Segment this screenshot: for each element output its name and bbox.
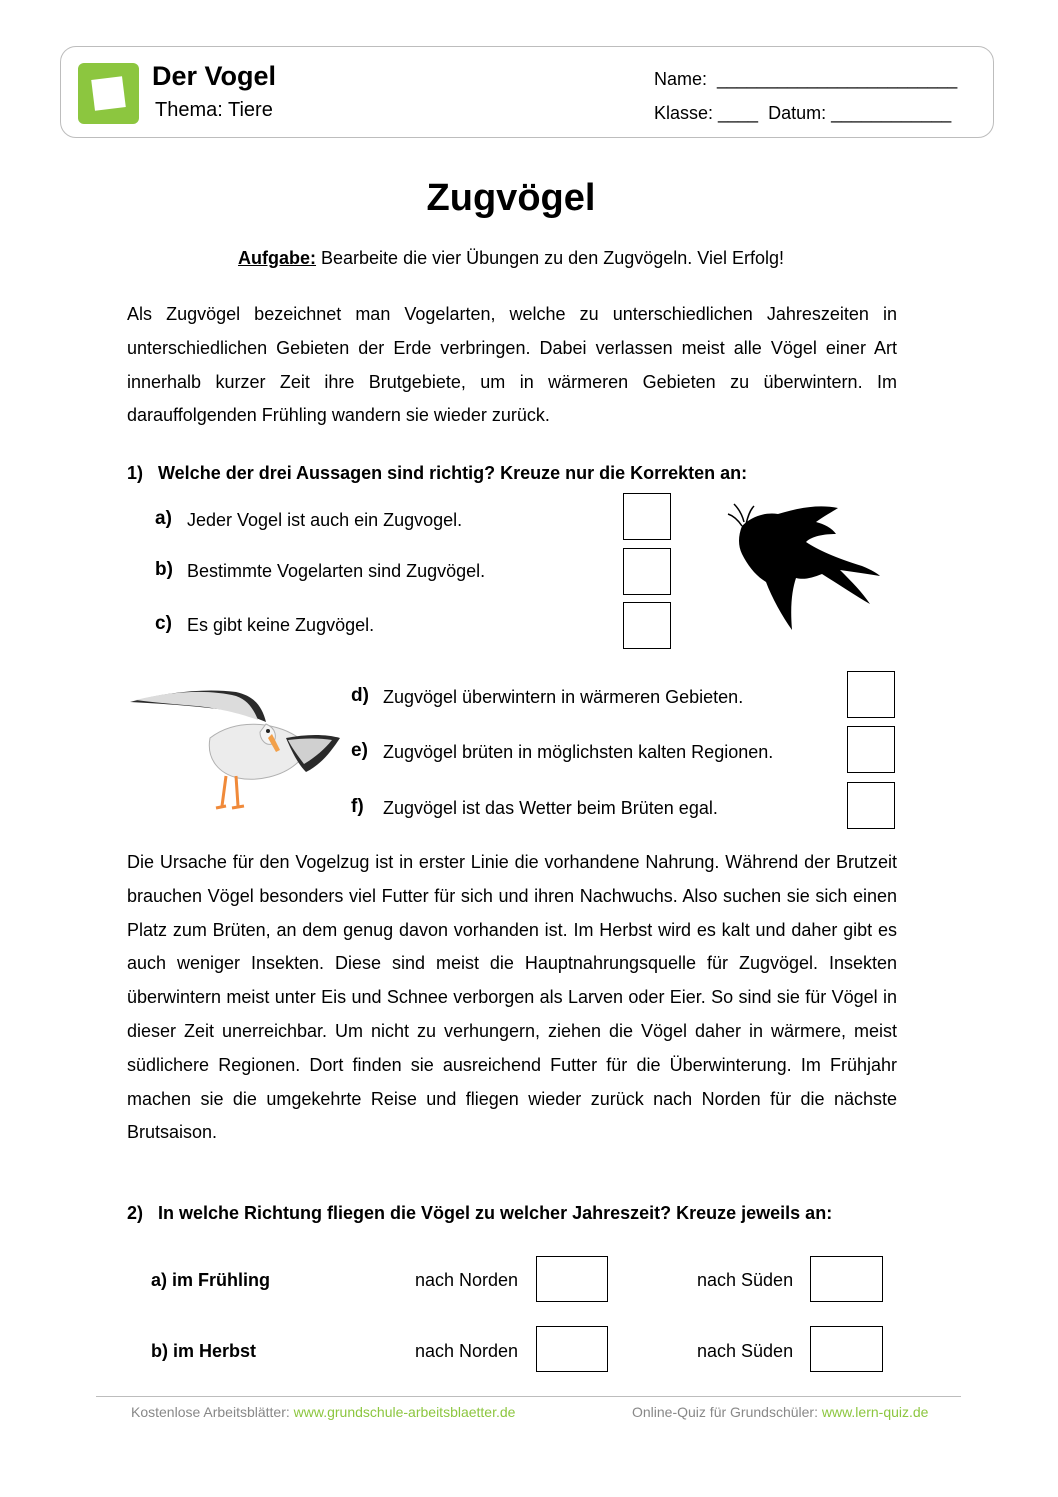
checkbox-b[interactable] <box>623 548 671 595</box>
footer-right-link[interactable]: www.lern-quiz.de <box>821 1404 929 1420</box>
seagull-icon <box>126 684 342 814</box>
task-text: Bearbeite die vier Übungen zu den Zugvögeln. Viel Erfolg! <box>316 248 784 268</box>
option-d-letter: d) <box>351 685 369 706</box>
worksheet-title: Der Vogel <box>152 61 277 91</box>
checkbox-d[interactable] <box>847 671 895 718</box>
footer-right-text: Online-Quiz für Grundschüler: <box>632 1404 822 1420</box>
option-c-text: Es gibt keine Zugvögel. <box>187 615 375 635</box>
row-autumn-label: b) im Herbst <box>151 1341 257 1361</box>
checkbox-spring-north[interactable] <box>536 1256 608 1302</box>
logo-inner <box>91 76 126 111</box>
header-box <box>60 46 994 138</box>
option-d-text: Zugvögel überwintern in wärmeren Gebieten. <box>383 687 744 707</box>
task-label: Aufgabe: <box>238 248 317 268</box>
intro-paragraph: Als Zugvögel bezeichnet man Vogelarten, welche zu unterschiedlichen Jahreszeiten in unterschiedlichen Gebieten der Erde verbringen. Dabei verlassen meist alle Vögel einer Art innerhalb kurzer Zeit ihre Brutgebiete, um in wärmeren Gebieten zu überwintern. Im darauffolgenden Frühling wandern sie wieder zurück. <box>127 304 897 426</box>
row-spring-label: a) im Frühling <box>151 1270 270 1290</box>
swallow-icon <box>712 494 884 634</box>
body-paragraph: Die Ursache für den Vogelzug ist in erster Linie die vorhandene Nahrung. Während der Brutzeit brauchen Vögel besonders viel Futter für sich und ihren Nachwuchs. Also suchen sie sich einen Platz zum Brüten, an dem genug davon vorhanden ist. Im Herbst wird es kalt und daher gibt es auch weniger Insekten. Diese sind meist die Hauptnahrungsquelle für Zugvögel. Insekten überwintern meist unter Eis und Schnee verborgen als Larven oder Eier. So sind sie für Vögel in dieser Zeit unerreichbar. Um nicht zu verhungern, ziehen die Vögel daher in wärmere, meist südlichere Regionen. Dort finden sie ausreichend Futter für die Überwinterung. Im Frühjahr machen sie die umgekehrte Reise und fliegen wieder zurück nach Norden für die nächste Brutsaison. <box>127 852 897 1143</box>
checkbox-e[interactable] <box>847 726 895 773</box>
question-2-title: 2) In welche Richtung fliegen die Vögel zu welcher Jahreszeit? Kreuze jeweils an: <box>127 1203 833 1223</box>
task-line <box>0 248 1022 269</box>
name-field[interactable]: Name: ________________________ <box>654 69 958 89</box>
footer-left <box>131 1404 515 1420</box>
option-b-text: Bestimmte Vogelarten sind Zugvögel. <box>187 561 486 581</box>
row-spring-south-text: nach Süden <box>697 1270 794 1290</box>
checkbox-autumn-south[interactable] <box>810 1326 883 1372</box>
footer-left-text: Kostenlose Arbeitsblätter: <box>131 1404 294 1420</box>
row-autumn-south-text: nach Süden <box>697 1341 794 1361</box>
page-title: Zugvögel <box>426 177 596 219</box>
option-e-text: Zugvögel brüten in möglichsten kalten Regionen. <box>383 742 774 762</box>
checkbox-autumn-north[interactable] <box>536 1326 608 1372</box>
option-f-letter: f) <box>351 796 364 817</box>
option-b-letter: b) <box>155 559 173 580</box>
footer-divider <box>96 1396 961 1397</box>
option-e-letter: e) <box>351 740 368 761</box>
row-spring-north-text: nach Norden <box>415 1270 519 1290</box>
checkbox-c[interactable] <box>623 602 671 649</box>
option-a-letter: a) <box>155 508 172 529</box>
worksheet-topic: Thema: Tiere <box>155 99 273 121</box>
option-c-letter: c) <box>155 613 172 634</box>
footer-left-link[interactable]: www.grundschule-arbeitsblaetter.de <box>293 1404 516 1420</box>
checkbox-a[interactable] <box>623 493 671 540</box>
class-date-field[interactable]: Klasse: ____ Datum: ____________ <box>654 103 952 123</box>
footer-right <box>632 1404 928 1420</box>
row-autumn-north-text: nach Norden <box>415 1341 519 1361</box>
option-a-text: Jeder Vogel ist auch ein Zugvogel. <box>187 510 463 530</box>
option-f-text: Zugvögel ist das Wetter beim Brüten egal. <box>383 798 718 818</box>
question-1-title: 1) Welche der drei Aussagen sind richtig? Kreuze nur die Korrekten an: <box>127 463 748 483</box>
checkbox-spring-south[interactable] <box>810 1256 883 1302</box>
checkbox-f[interactable] <box>847 782 895 829</box>
